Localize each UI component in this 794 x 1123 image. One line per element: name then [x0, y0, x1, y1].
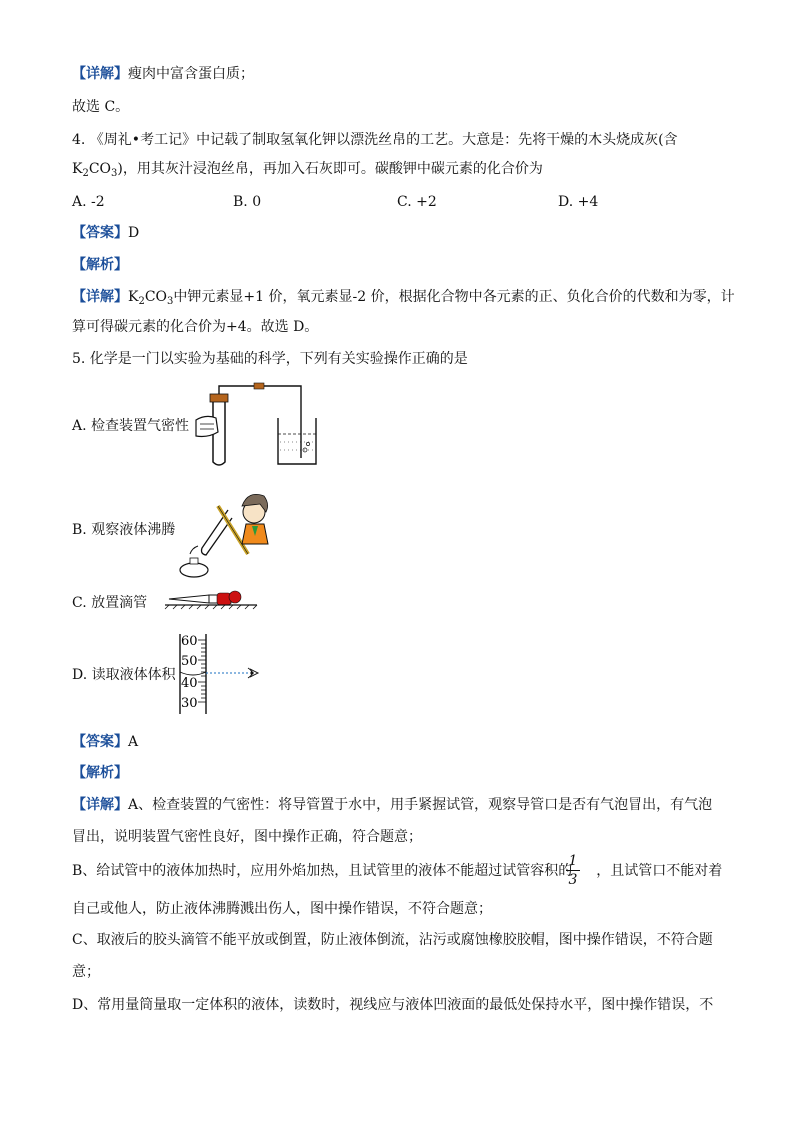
- q4-detail-line1: 【详解】$K_2CO_3$中钾元素显+1 价，氧元素显-2 价，根据化合物中各元素的正、负化合价的代数和为零，计: [72, 289, 735, 307]
- q5-detail-b-line2: 自己或他人，防止液体沸腾溅出伤人，图中操作错误，不符合题意；: [72, 901, 492, 917]
- cylinder-tick-30: 30: [181, 696, 198, 711]
- q5-stem: 5. 化学是一门以实验为基础的科学，下列有关实验操作正确的是: [72, 351, 468, 367]
- q5-option-c-label: C. 放置滴管: [72, 595, 148, 611]
- q4-option-a: A. -2: [72, 194, 105, 210]
- q4-option-c: C. +2: [397, 194, 437, 210]
- q4-option-d: D. +4: [558, 194, 599, 210]
- q5-analysis-tag: 【解析】: [72, 765, 128, 781]
- q3-conclusion: 故选 C。: [72, 99, 130, 115]
- q5-option-a-label: A. 检查装置气密性: [72, 418, 190, 434]
- q4-stem-line1: 4. 《周礼•考工记》中记载了制取氢氧化钾以漂洗丝帛的工艺。大意是：先将干燥的木头烧成灰(含: [72, 132, 678, 148]
- q5-option-d-label: D. 读取液体体积: [72, 667, 176, 683]
- q4-answer: 【答案】D: [72, 225, 140, 241]
- cylinder-tick-50: 50: [181, 654, 198, 669]
- q5-detail-c-line2: 意；: [72, 964, 100, 980]
- q5-detail-b-line1: B、给试管中的液体加热时，应用外焰加热，且试管里的液体不能超过试管容积的 ，且试管口不能对着: [72, 863, 723, 879]
- graduated-cylinder-figure: [176, 632, 266, 718]
- q5-detail-d-line1: D、常用量筒量取一定体积的液体，读数时，视线应与液体凹液面的最低处保持水平，图中操作错误，不: [72, 997, 714, 1013]
- cylinder-tick-40: 40: [181, 676, 198, 691]
- q5-answer: 【答案】A: [72, 734, 139, 750]
- q4-stem-line2: $K_2CO_3$)，用其灰汁浸泡丝帛，再加入石灰即可。碳酸钾中碳元素的化合价为: [72, 161, 543, 179]
- one-third-fraction: 1 3: [566, 853, 580, 888]
- q4-option-b: B. 0: [233, 194, 262, 210]
- q5-detail-a-line2: 冒出，说明装置气密性良好，图中操作正确，符合题意；: [72, 829, 422, 845]
- q4-detail-line2: 算可得碳元素的化合价为+4。故选 D。: [72, 319, 319, 335]
- airtightness-apparatus-figure: [188, 380, 328, 470]
- q5-detail-c-line1: C、取液后的胶头滴管不能平放或倒置，防止液体倒流，沾污或腐蚀橡胶胶帽，图中操作错误，不符合题: [72, 932, 713, 948]
- heating-liquid-figure: [170, 482, 280, 582]
- q5-option-b-label: B. 观察液体沸腾: [72, 522, 176, 538]
- dropper-on-table-figure: [165, 586, 265, 610]
- q5-detail-a-line1: 【详解】A、检查装置的气密性：将导管置于水中，用手紧握试管，观察导管口是否有气泡冒出，有气泡: [72, 797, 713, 813]
- q3-detail: 【详解】瘦肉中富含蛋白质；: [72, 66, 254, 82]
- q4-analysis-tag: 【解析】: [72, 257, 128, 273]
- detail-tag: 【详解】: [72, 66, 128, 82]
- cylinder-tick-60: 60: [181, 634, 198, 649]
